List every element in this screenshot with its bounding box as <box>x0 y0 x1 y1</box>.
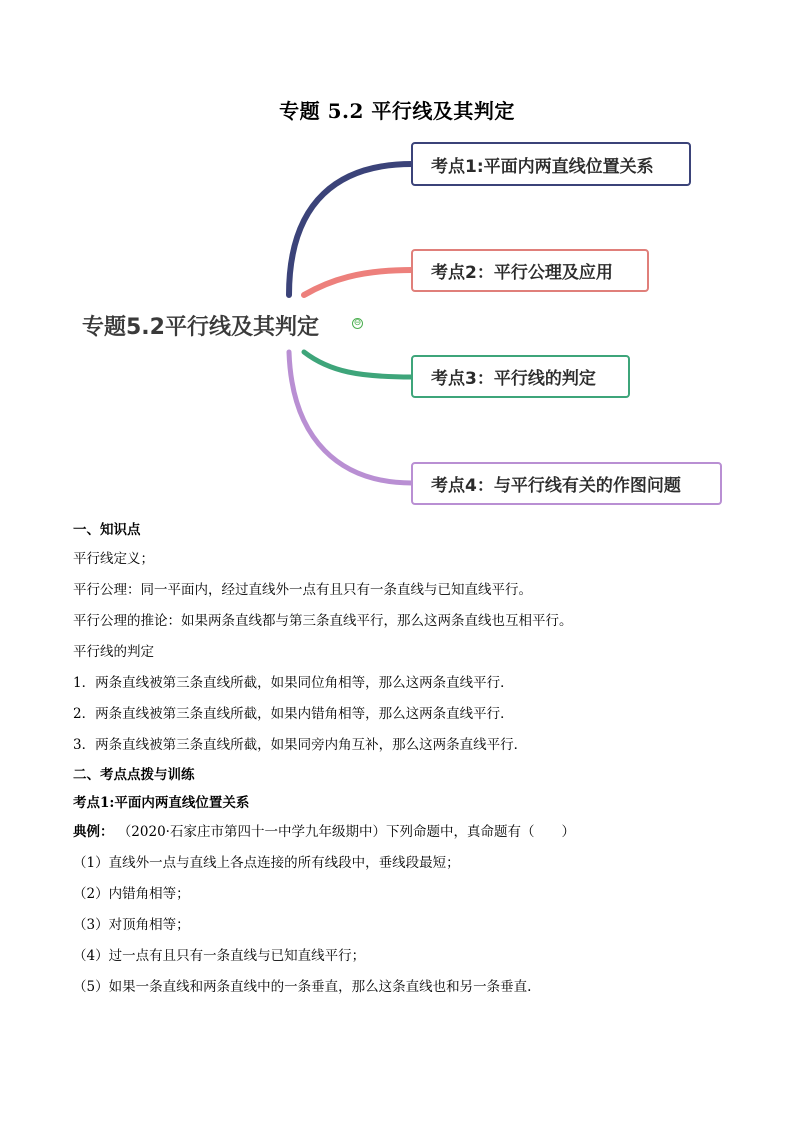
page-title: 专题 5.2 平行线及其判定 <box>279 99 515 123</box>
collapse-icon[interactable]: ⊖ <box>353 318 362 328</box>
example-question <box>73 817 733 848</box>
section-heading-knowledge: 一、知识点 <box>73 522 141 538</box>
mind-map <box>0 0 794 520</box>
list-item: 2．两条直线被第三条直线所截，如果内错角相等，那么这两条直线平行． <box>73 706 514 722</box>
example-text: （2020·石家庄市第四十一中学九年级期中）下列命题中，真命题有（ ） <box>117 824 575 840</box>
option-item: （2）内错角相等； <box>73 886 190 902</box>
mind-map-branches <box>0 0 794 520</box>
mind-map-center-topic: 专题5.2平行线及其判定 <box>82 315 319 340</box>
example-label: 典例： <box>73 824 114 840</box>
option-item: （1）直线外一点与直线上各点连接的所有线段中，垂线段最短； <box>73 855 460 871</box>
paragraph: 平行线的判定 <box>73 644 154 660</box>
branch-3 <box>304 352 412 377</box>
mind-map-node-2: 考点2：平行公理及应用 <box>411 249 649 292</box>
option-item: （4）过一点有且只有一条直线与已知直线平行； <box>73 948 366 964</box>
option-item: （3）对顶角相等； <box>73 917 190 933</box>
paragraph: 平行线定义； <box>73 551 154 567</box>
subsection-heading: 考点1:平面内两直线位置关系 <box>73 795 250 811</box>
section-heading-training: 二、考点点拨与训练 <box>73 767 195 783</box>
list-item: 1．两条直线被第三条直线所截，如果同位角相等，那么这两条直线平行． <box>73 675 514 691</box>
list-item: 3．两条直线被第三条直线所截，如果同旁内角互补，那么这两条直线平行． <box>73 737 528 753</box>
paragraph: 平行公理：同一平面内，经过直线外一点有且只有一条直线与已知直线平行。 <box>73 582 532 598</box>
mind-map-node-1: 考点1:平面内两直线位置关系 <box>411 142 691 186</box>
paragraph: 平行公理的推论：如果两条直线都与第三条直线平行，那么这两条直线也互相平行。 <box>73 613 573 629</box>
document-body <box>73 516 733 1003</box>
branch-2 <box>304 270 412 295</box>
mind-map-node-3: 考点3：平行线的判定 <box>411 355 630 398</box>
option-item: （5）如果一条直线和两条直线中的一条垂直，那么这条直线也和另一条垂直. <box>73 979 532 995</box>
mind-map-node-4: 考点4：与平行线有关的作图问题 <box>411 462 722 505</box>
